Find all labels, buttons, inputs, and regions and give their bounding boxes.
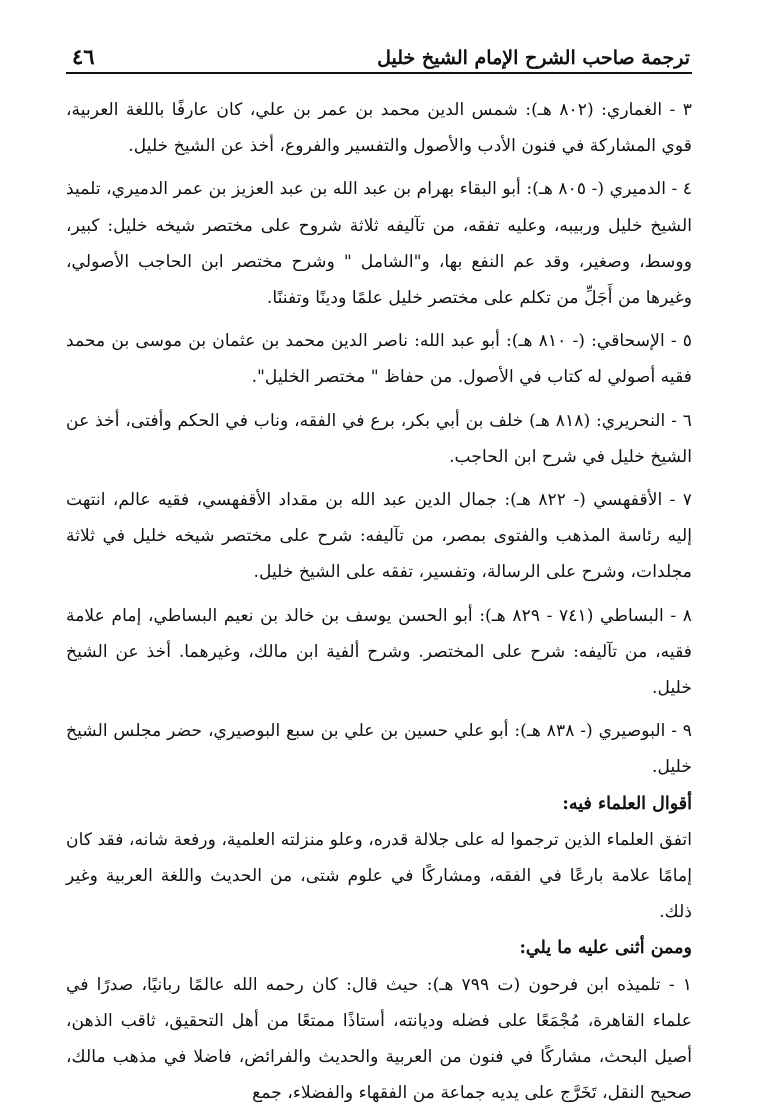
entry-5-ishaqi: ٥ - الإسحاقي: (- ٨١٠ هـ): أبو عبد الله: ناصر الدين محمد بن عثمان بن موسى بن محمد فقيه أصولي له كتاب في الأصول. من حفاظ " مختصر الخليل". — [66, 331, 692, 388]
page-number: ٤٦ — [72, 44, 95, 69]
entry-3-ghumari: ٣ - الغماري: (٨٠٢ هـ): شمس الدين محمد بن عمر بن علي، كان عارفًا باللغة العربية، قوي المشاركة في فنون الأدب والأصول والتفسير والفروع، أخذ عن الشيخ خليل. — [66, 100, 692, 157]
entry-8-basati: ٨ - البساطي (٧٤١ - ٨٢٩ هـ): أبو الحسن يوسف بن خالد بن نعيم البساطي، إمام علامة فقيه، من تآليفه: شرح على المختصر. وشرح ألفية ابن مالك، وغيرهما. أخذ عن الشيخ خليل. — [66, 605, 692, 699]
page-header — [66, 34, 692, 74]
book-page — [66, 34, 692, 1111]
section-intro: اتفق العلماء الذين ترجموا له على جلالة قدره، وعلو منزلته العلمية، ورفعة شانه، فقد كان إمامًا علامة بارعًا في الفقه، ومشاركًا في علوم شتى، من الحديث واللغة العربية وغير ذلك. — [66, 829, 692, 923]
entry-4-damiri: ٤ - الدميري (- ٨٠٥ هـ): أبو البقاء بهرام بن عبد الله بن عبد العزيز بن عمر الدميري، تلميذ الشيخ خليل وربيبه، وعليه تفقه، من تآليفه ثلاثة شروح على مختصر شيخه خليل: كبير، ووسط، وصغير، وقد عم النفع بها، و"الشامل " وشرح مختصر ابن الحاجب الأصولي، وغيرها من أَجَلِّ من تكلم على مختصر خليل علمًا ودينًا وتفننًا. — [66, 179, 693, 309]
entry-6-nahriri: ٦ - النحريري: (٨١٨ هـ) خلف بن أبي بكر، برع في الفقه، وناب في الحكم وأفتى، أخذ عن الشيخ خليل في شرح ابن الحاجب. — [66, 410, 692, 467]
section-heading: أقوال العلماء فيه: — [562, 793, 692, 814]
quote-ibn-farhun: ١ - تلميذه ابن فرحون (ت ٧٩٩ هـ): حيث قال: كان رحمه الله عالمًا ربانيًا، صدرًا في علماء القاهرة، مُجْمَعًا على فضله وديانته، أستاذًا ممتعًا من أهل التحقيق، ثاقب الذهن، أصيل البحث، مشاركًا في فنون من العربية والحديث والفرائض، فاضلا في مذهب مالك، صحيح النقل، تَخَرَّج على يديه جماعة من الفقهاء والفضلاء، جمع — [66, 974, 692, 1104]
section-subheading: وممن أثنى عليه ما يلي: — [519, 938, 692, 959]
page-body — [66, 92, 692, 1111]
entry-7-aqfahsi: ٧ - الأقفهسي (- ٨٢٢ هـ): جمال الدين عبد الله بن مقداد الأقفهسي، فقيه عالم، انتهت إليه رئاسة المذهب والفتوى بمصر، من تآليفه: شرح على مختصر شيخه خليل في ثلاثة مجلدات، وشرح على الرسالة، وتفسير، تفقه على الشيخ خليل. — [66, 490, 692, 583]
entry-9-busiri: ٩ - البوصيري (- ٨٣٨ هـ): أبو علي حسين بن علي بن سبع البوصيري، حضر مجلس الشيخ خليل. — [66, 721, 692, 778]
running-title: ترجمة صاحب الشرح الإمام الشيخ خليل — [377, 47, 690, 69]
